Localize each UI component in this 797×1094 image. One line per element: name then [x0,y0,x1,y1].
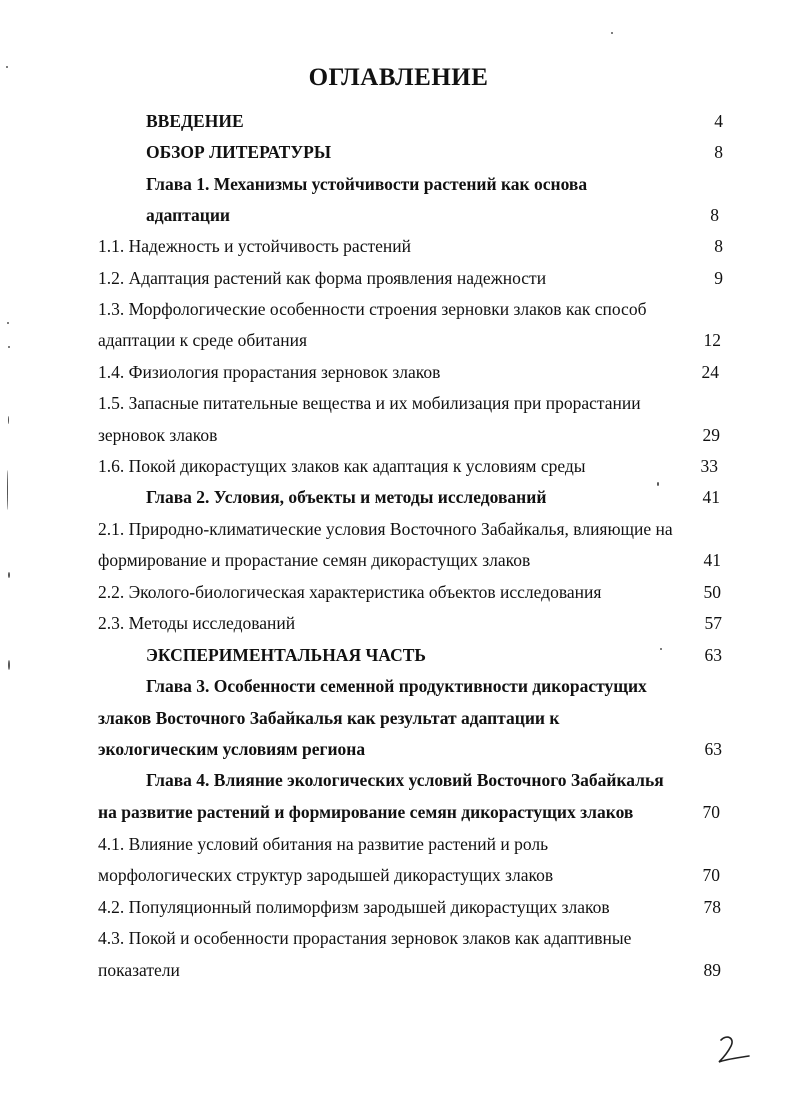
toc-entry-page: 33 [700,456,718,476]
toc-entry-text: 4.1. Влияние условий обитания на развитие растений и роль [98,834,549,854]
toc-entry-page: 41 [702,487,720,507]
toc-entry-text: 1.4. Физиология прорастания зерновок злаков [98,362,441,382]
scan-speck [7,322,9,324]
toc-entry-text: морфологических структур зародышей дикорастущих злаков [98,865,554,885]
toc-entry-page: 57 [704,613,722,633]
toc-entry-text: 1.2. Адаптация растений как форма проявления надежности [98,268,547,288]
scan-speck [8,572,10,578]
toc-entry-page: 9 [714,268,723,288]
toc-entry-text: на развитие растений и формирование семян дикорастущих злаков [98,802,634,822]
toc-entry-text: зерновок злаков [98,425,218,445]
toc-entry-page: 70 [702,865,720,885]
toc-entry-page: 70 [702,802,720,822]
scan-speck [7,470,8,510]
toc-entry-text: формирование и прорастание семян дикорастущих злаков [98,550,531,570]
toc-entry-text: 2.3. Методы исследований [98,613,296,633]
toc-entry-text: ЭКСПЕРИМЕНТАЛЬНАЯ ЧАСТЬ [146,645,426,665]
scan-speck [8,660,10,670]
toc-entry-text: 4.3. Покой и особенности прорастания зерновок злаков как адаптивные [98,928,632,948]
page-title: ОГЛАВЛЕНИЕ [308,64,489,91]
toc-entry-page: 89 [703,960,721,980]
toc-entry-text: адаптации [146,205,231,225]
toc-entry-text: показатели [98,960,180,980]
toc-entry-page: 8 [714,142,723,162]
toc-entry-text: 4.2. Популяционный полиморфизм зародышей дикорастущих злаков [98,897,610,917]
toc-entry-text: 1.1. Надежность и устойчивость растений [98,236,411,256]
toc-entry-text: 1.3. Морфологические особенности строения зерновки злаков как способ [98,299,647,319]
toc-entry-page: 12 [703,330,721,350]
toc-entry-page: 63 [704,739,722,759]
toc-entry-text: ОБЗОР ЛИТЕРАТУРЫ [146,142,332,162]
toc-entry-page: 63 [704,645,722,665]
toc-entry-page: 8 [710,205,719,225]
toc-entry-text: 2.1. Природно-климатические условия Восточного Забайкалья, влияющие на [98,519,673,539]
toc-entry-text: Глава 1. Механизмы устойчивости растений как основа [146,174,588,194]
toc-entry-page: 24 [701,362,719,382]
scan-speck [657,482,659,486]
toc-entry-text: злаков Восточного Забайкалья как результат адаптации к [98,708,560,728]
scan-speck [8,346,10,348]
toc-entry-text: адаптации к среде обитания [98,330,308,350]
scan-speck [660,648,662,650]
toc-entry-text: Глава 3. Особенности семенной продуктивности дикорастущих [146,676,647,696]
toc-entry-text: 1.5. Запасные питательные вещества и их мобилизация при прорастании [98,393,641,413]
toc-entry-page: 29 [702,425,720,445]
scan-speck [6,66,8,68]
toc-entry-text: ВВЕДЕНИЕ [146,111,244,131]
toc-entry-text: Глава 4. Влияние экологических условий Восточного Забайкалья [146,770,664,790]
toc-entry-text: 1.6. Покой дикорастущих злаков как адаптация к условиям среды [98,456,586,476]
toc-entry-text: Глава 2. Условия, объекты и методы исследований [146,487,547,507]
toc-entry-text: 2.2. Эколого-биологическая характеристика объектов исследования [98,582,602,602]
toc-entry-page: 8 [714,236,723,256]
toc-entry-page: 41 [703,550,721,570]
toc-entry-page: 78 [703,897,721,917]
scan-speck [8,416,9,424]
toc-entry-text: экологическим условиям региона [98,739,366,759]
scan-speck [611,32,613,34]
toc-entry-page: 50 [703,582,721,602]
handwritten-page-number [715,1032,755,1066]
toc-entry-page: 4 [714,111,723,131]
